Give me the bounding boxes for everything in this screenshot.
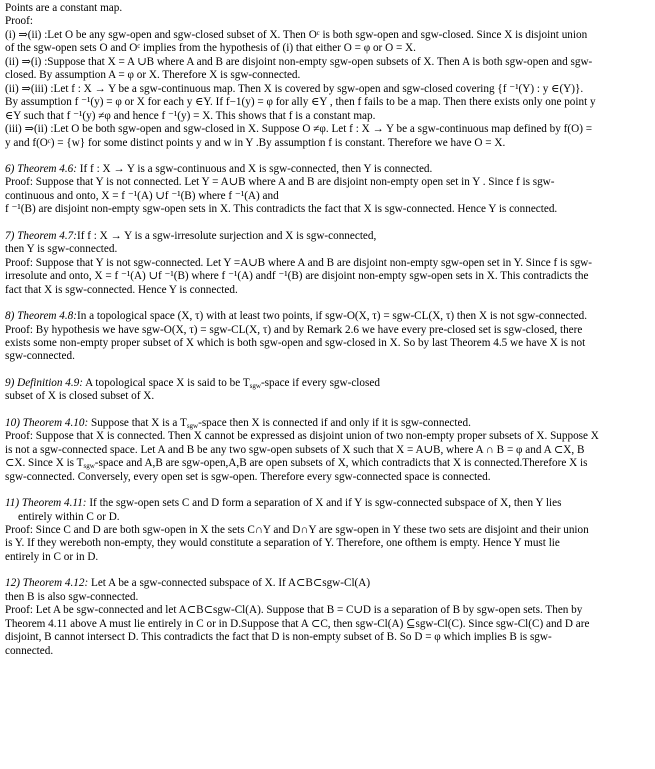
subscript-sgw: sgw [249,381,261,390]
body-line: then B is also sgw-connected. [5,590,139,603]
body-line: exists some non-empty proper subset of X which is both sgw-open and sgw-closed in X. So by last Theorem 4.5 we have X is not [5,336,586,349]
body-line: is Y. If they wereboth non-empty, they would constitute a separation of Y. Therefore, one ofthem is empty. Hence Y must lie [5,537,560,550]
section-label: Theorem 4.8: [17,310,77,323]
definition-4-9 [5,377,647,404]
body-line: Proof: By hypothesis we have sgw-O(X, τ) = sgw-CL(X, τ) and by Remark 2.6 we have every pre-closed set is sgw-closed, there [5,323,583,336]
section-label: Theorem 4.7: [17,229,77,242]
section-heading-text: In a topological space (X, τ) with at least two points, if sgw-O(X, τ) = sgw-CL(X, τ) then X is not sgw-connected. [77,310,588,323]
body-line: Proof: Since C and D are both sgw-open in X the sets C∩Y and D∩Y are sgw-open in Y these two sets are disjoint and their union [5,523,589,536]
section-number: 10) [5,416,20,429]
intro-line: ∈Y such that f ⁻¹(y) ≠φ and hence f ⁻¹(y) = X. This shows that f is a constant map. [5,109,376,122]
theorem-4-7 [5,230,647,297]
theorem-4-10 [5,417,647,484]
intro-line: (iii) ⇒(ii) :Let O be both sgw-open and sgw-closed in X. Suppose O ≠φ. Let f : X → Y be a sgw-continuous map defined by f(O) = [5,123,593,136]
intro-line: (ii) ⇒(i) :Suppose that X = A ∪B where A and B are disjoint non-empty sgw-open subsets of X. Then A is both sgw-open and sgw- [5,55,593,68]
section-heading-text: Let A be a sgw-connected subspace of X. If A⊂B⊂sgw-Cl(A) [88,577,371,590]
intro-line: Proof: [5,15,33,28]
theorem-4-6 [5,163,647,217]
body-line: ⊂X. Since X is $T_{sgw}$-space and A,B are sgw-open,A,B are open subsets of X, which contradicts that X is connected.Therefore X is [5,457,588,471]
intro-line: Points are a constant map. [5,2,123,14]
body-line: continuous and onto, X = f ⁻¹(A) ∪f ⁻¹(B) where f ⁻¹(A) and [5,189,279,202]
body-line: irresolute and onto, X = f ⁻¹(A) ∪f ⁻¹(B) where f ⁻¹(A) andf ⁻¹(B) are disjoint non-empty sgw-open sets in X. This contradicts the [5,270,589,283]
section-label: Theorem 4.12: [22,577,89,590]
body-line: Proof: Suppose that X is connected. Then X cannot be expressed as disjoint union of two non-empty proper subsets of X. Suppose X [5,430,599,443]
body-line: fact that X is sgw-connected. Hence Y is connected. [5,283,238,296]
section-heading [5,310,647,323]
body-line: sgw-connected. Conversely, every open set is sgw-open. Therefore every sgw-connected space is connected. [5,470,491,483]
body-line: f ⁻¹(B) are disjoint non-empty sgw-open sets in X. This contradicts the fact that X is sgw-connected. Hence Y is connected. [5,203,558,216]
section-number: 6) [5,162,15,175]
body-line: subset of X is closed subset of X. [5,390,155,403]
section-number: 7) [5,229,15,242]
section-label: Theorem 4.10: [22,416,89,429]
body-line: sgw-connected. [5,350,75,363]
body-line: Theorem 4.11 above A must lie entirely in C or in D.Suppose that A ⊂C, then sgw-Cl(A) ⊆sgw-Cl(C). Since sgw-Cl(C) and D are [5,617,590,630]
section-label: Theorem 4.6: [17,162,77,175]
intro-proof [5,2,647,150]
section-heading [5,377,647,390]
subscript-sgw: sgw [186,421,199,430]
body-line: Proof: Suppose that Y is not connected. Let Y = A∪B where A and B are disjoint non-empty open set in Y . Since f is sgw- [5,176,555,189]
section-heading [5,163,647,176]
section-heading [5,497,647,510]
theorem-4-12 [5,577,647,658]
section-heading-text-cont: -space then X is connected if and only if it is sgw-connected. [198,416,471,429]
section-heading-text: Suppose that X is a T [88,416,187,429]
section-heading-text: If f : X → Y is a sgw-irresolute surjection and X is sgw-connected, [77,229,377,242]
theorem-4-8 [5,310,647,364]
body-line: disjoint, B cannot intersect D. This contradicts the fact that D is non-empty subset of B. So D = φ which implies B is sgw- [5,631,552,644]
intro-line: (ii) ⇒(iii) :Let f : X → Y be a sgw-continuous map. Then X is covered by sgw-open and sgw-closed covering {f ⁻¹(Y) : y ∈(Y)}. [5,82,584,95]
section-heading [5,230,647,243]
body-line: connected. [5,644,54,657]
intro-line: of the sgw-open sets O and Oᶜ implies from the hypothesis of (i) that either O = φ or O = X. [5,42,416,55]
intro-line: closed. By assumption A = φ or X. Therefore X is sgw-connected. [5,69,301,82]
section-label: Definition 4.9: [17,376,83,389]
section-label: Theorem 4.11: [21,497,87,510]
subscript-sgw: sgw [83,462,95,471]
section-heading-text: A topological space X is said to be T [83,376,250,389]
theorem-4-11 [5,497,647,564]
body-line: is not a sgw-connected space. Let A and B be any two sgw-open subsets of X such that X = A∪B, where A ∩ B = φ and A ⊂X, B [5,443,585,456]
section-number: 12) [5,577,20,590]
section-heading-cont: entirely within C or D. [18,510,120,523]
body-line: Proof: Suppose that Y is not sgw-connected. Let Y =A∪B where A and B are disjoint non-empty sgw-open set in Y. Since f is sgw- [5,256,592,269]
section-number: 9) [5,376,15,389]
body-line: Proof: Let A be sgw-connected and let A⊂B⊂sgw-Cl(A). Suppose that B = C∪D is a separation of B by sgw-open sets. Then by [5,604,583,617]
intro-line: y and f(Oᶜ) = {w} for some distinct points y and w in Y .By assumption f is constant. Therefore we have O = X. [5,136,506,149]
section-number: 11) [5,497,20,510]
body-line: entirely in C or in D. [5,550,99,563]
section-heading-text: If f : X → Y is a sgw-continuous and X is sgw-connected, then Y is connected. [77,162,433,175]
body-line: then Y is sgw-connected. [5,243,118,256]
section-number: 8) [5,310,15,323]
section-heading [5,577,647,590]
section-heading-text: If the sgw-open sets C and D form a separation of X and if Y is sgw-connected subspace of X, then Y lies [86,497,562,510]
section-heading-text-cont: -space if every sgw-closed [260,376,380,389]
intro-line: By assumption f ⁻¹(y) = φ or X for each y ∈Y. If f−1(y) = φ for ally ∈Y , then f fails to be a map. Then there exists only one point y [5,96,596,109]
section-heading [5,417,647,430]
intro-line: (i) ⇒(ii) :Let O be any sgw-open and sgw-closed subset of X. Then Oᶜ is both sgw-open and sgw-closed. Since X is disjoint union [5,28,588,41]
